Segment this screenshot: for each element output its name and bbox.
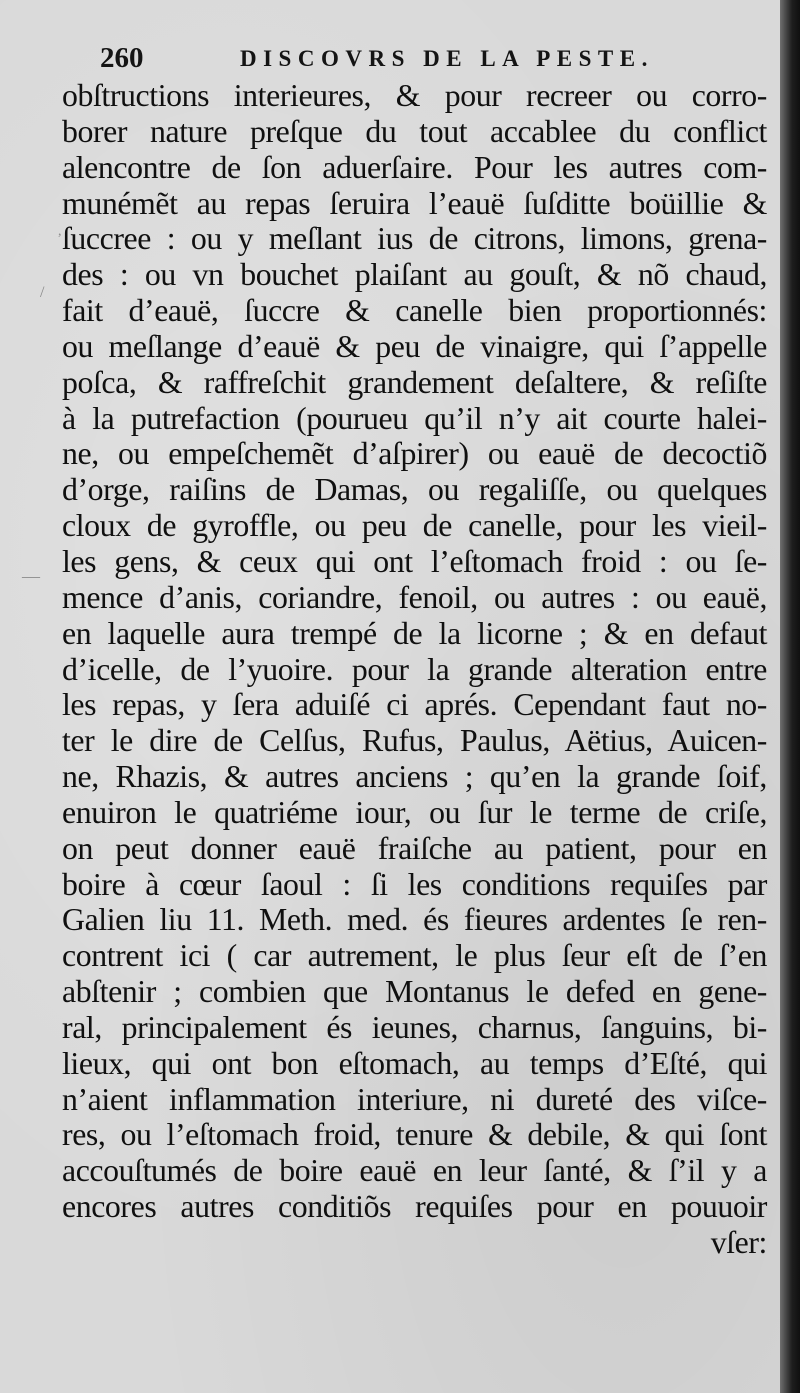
- text-line: d’icelle, de l’yuoire. pour la grande alteration entre: [62, 651, 767, 687]
- text-line: ter le dire de Celſus, Rufus, Paulus, Aëtius, Auicen-: [62, 723, 767, 759]
- text-line: abſtenir ; combien que Montanus le defed en gene-: [62, 974, 767, 1010]
- text-line: alencontre de ſon aduerſaire. Pour les autres com-: [62, 149, 767, 185]
- text-line: ral, principalement és ieunes, charnus, ſanguins, bi-: [62, 1009, 767, 1045]
- text-line: borer nature preſque du tout accablee du conflict: [62, 113, 767, 149]
- running-head: [100, 42, 720, 80]
- text-line: poſca, & raffreſchit grandement deſaltere, & reſiſte: [62, 364, 767, 400]
- margin-tick-mark: ,: [58, 224, 62, 239]
- text-line: ſuccree : ou y meſlant ius de citrons, limons, grena-: [62, 221, 767, 257]
- page-number: 260: [100, 42, 144, 74]
- text-line: cloux de gyroffle, ou peu de canelle, pour les vieil-: [62, 508, 767, 544]
- text-line: fait d’eauë, ſuccre & canelle bien proportionnés:: [62, 293, 767, 329]
- text-line: mence d’anis, coriandre, fenoil, ou autres : ou eauë,: [62, 579, 767, 615]
- text-line: ou meſlange d’eauë & peu de vinaigre, qui ſ’appelle: [62, 328, 767, 364]
- text-line: enuiron le quatriéme iour, ou ſur le terme de criſe,: [62, 794, 767, 830]
- text-line: les gens, & ceux qui ont l’eſtomach froid : ou ſe-: [62, 543, 767, 579]
- text-line: à la putrefaction (pourueu qu’il n’y ait courte halei-: [62, 400, 767, 436]
- text-line: ne, ou empeſchemẽt d’aſpirer) ou eauë de decoctiõ: [62, 436, 767, 472]
- text-line: boire à cœur ſaoul : ſi les conditions requiſes par: [62, 866, 767, 902]
- running-title: DISCOVRS DE LA PESTE.: [240, 46, 654, 71]
- catchword: vſer:: [710, 1225, 767, 1260]
- text-line: d’orge, raiſins de Damas, ou regaliſſe, ou quelques: [62, 472, 767, 508]
- text-line: encores autres conditiõs requiſes pour en pouuoir: [62, 1189, 767, 1225]
- margin-tick-mark: —: [22, 566, 40, 586]
- text-line: accouſtumés de boire eauë en leur ſanté, & ſ’il y a: [62, 1153, 767, 1189]
- text-line: Galien liu 11. Meth. med. és fieures ardentes ſe ren-: [62, 902, 767, 938]
- margin-tick-mark: /: [40, 284, 45, 301]
- text-line: res, ou l’eſtomach froid, tenure & debile, & qui ſont: [62, 1117, 767, 1153]
- text-line: on peut donner eauë fraiſche au patient, pour en: [62, 830, 767, 866]
- body-text: [62, 78, 767, 1261]
- text-line: contrent ici ( car autrement, le plus ſeur eſt de ſ’en: [62, 938, 767, 974]
- text-line: ne, Rhazis, & autres anciens ; qu’en la grande ſoif,: [62, 759, 767, 795]
- text-line: des : ou vn bouchet plaiſant au gouſt, & nõ chaud,: [62, 257, 767, 293]
- text-line: en laquelle aura trempé de la licorne ; & en defaut: [62, 615, 767, 651]
- page-gutter-shadow: [780, 0, 800, 1393]
- text-line: munémẽt au repas ſeruira l’eauë ſuſditte boüillie &: [62, 185, 767, 221]
- text-line: lieux, qui ont bon eſtomach, au temps d’Eſté, qui: [62, 1045, 767, 1081]
- text-line: obſtructions interieures, & pour recreer ou corro-: [62, 78, 767, 113]
- text-line: les repas, y ſera aduiſé ci aprés. Cependant faut no-: [62, 687, 767, 723]
- text-line: n’aient inflammation interiure, ni dureté des viſce-: [62, 1081, 767, 1117]
